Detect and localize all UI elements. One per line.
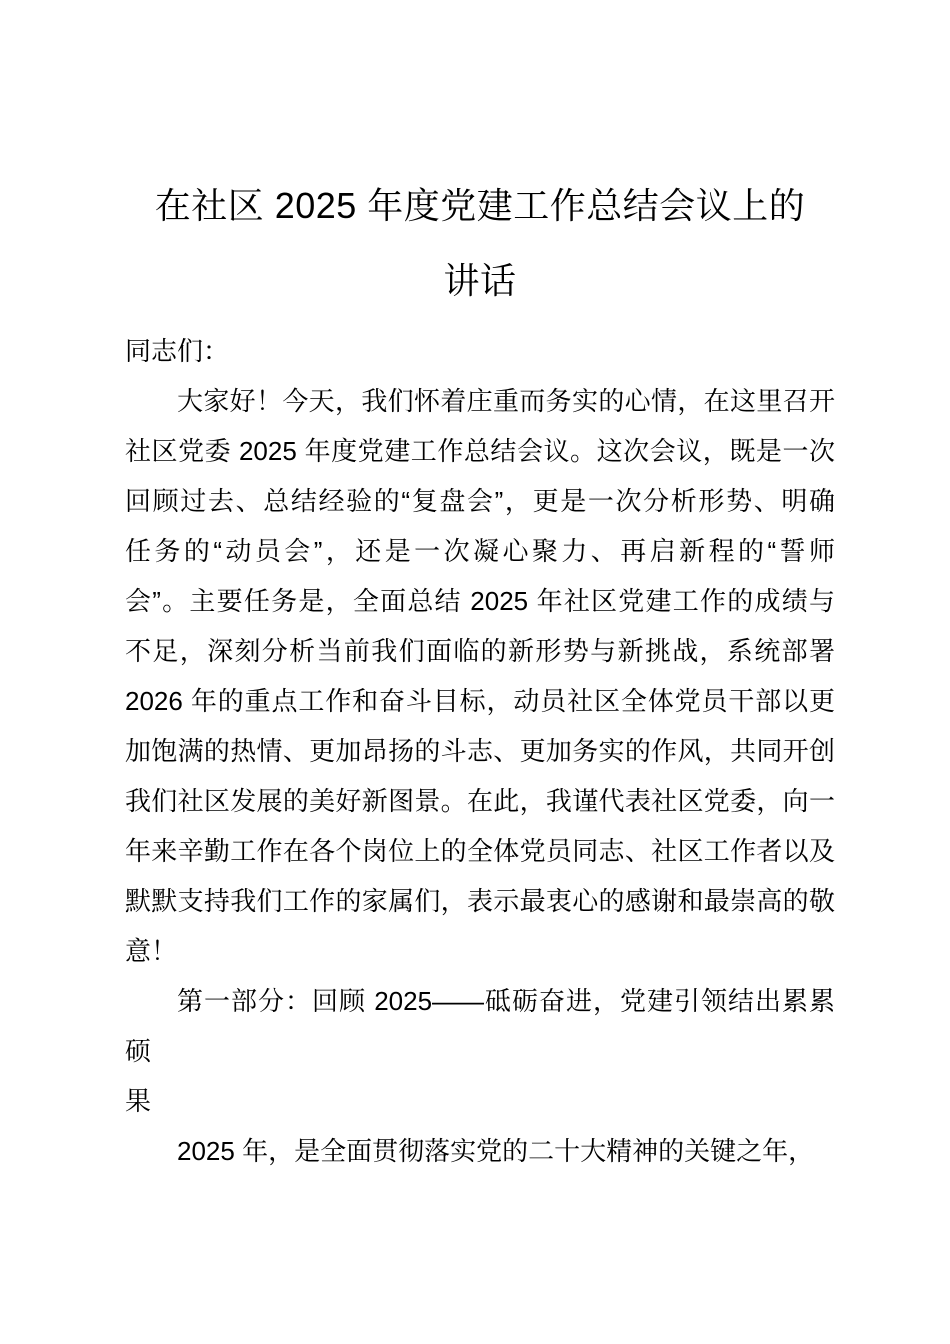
text-line: 回顾过去、总结经验的“复盘会”，更是一次分析形势、明确 [125, 486, 835, 516]
text-line: 年来辛勤工作在各个岗位上的全体党员同志、社区工作者以及 [125, 836, 835, 866]
text-line: 大家好！今天，我们怀着庄重而务实的心情，在这里召开 [177, 386, 835, 416]
text-line: 果 [125, 1086, 152, 1116]
paragraph [125, 376, 835, 976]
paragraph [125, 1126, 835, 1176]
document-title-line-2: 讲话 [443, 260, 517, 301]
text-line: 默默支持我们工作的家属们，表示最衷心的感谢和最崇高的敬 [125, 886, 835, 916]
text-line: 任务的“动员会”，还是一次凝心聚力、再启新程的“誓师 [125, 536, 835, 566]
text-line: 同志们： [125, 336, 230, 366]
document-title-line-1: 在社区 2025 年度党建工作总结会议上的 [154, 185, 806, 226]
text-line: 第一部分：回顾 2025——砥砺奋进，党建引领结出累累硕 [125, 986, 835, 1066]
document-body [125, 326, 835, 1176]
text-line: 社区党委 2025 年度党建工作总结会议。这次会议，既是一次 [125, 436, 835, 466]
text-line: 会”。主要任务是，全面总结 2025 年社区党建工作的成绩与 [125, 586, 835, 616]
text-line: 我们社区发展的美好新图景。在此，我谨代表社区党委，向一 [125, 786, 835, 816]
text-line: 不足，深刻分析当前我们面临的新形势与新挑战，系统部署 [125, 636, 835, 666]
text-line: 2026 年的重点工作和奋斗目标，动员社区全体党员干部以更 [125, 686, 835, 716]
text-line: 意！ [125, 936, 178, 966]
paragraph [125, 976, 835, 1126]
text-line: 加饱满的热情、更加昂扬的斗志、更加务实的作风，共同开创 [125, 736, 835, 766]
document-title [125, 168, 835, 318]
text-line: 2025 年，是全面贯彻落实党的二十大精神的关键之年， [177, 1136, 815, 1166]
paragraph [125, 326, 835, 376]
